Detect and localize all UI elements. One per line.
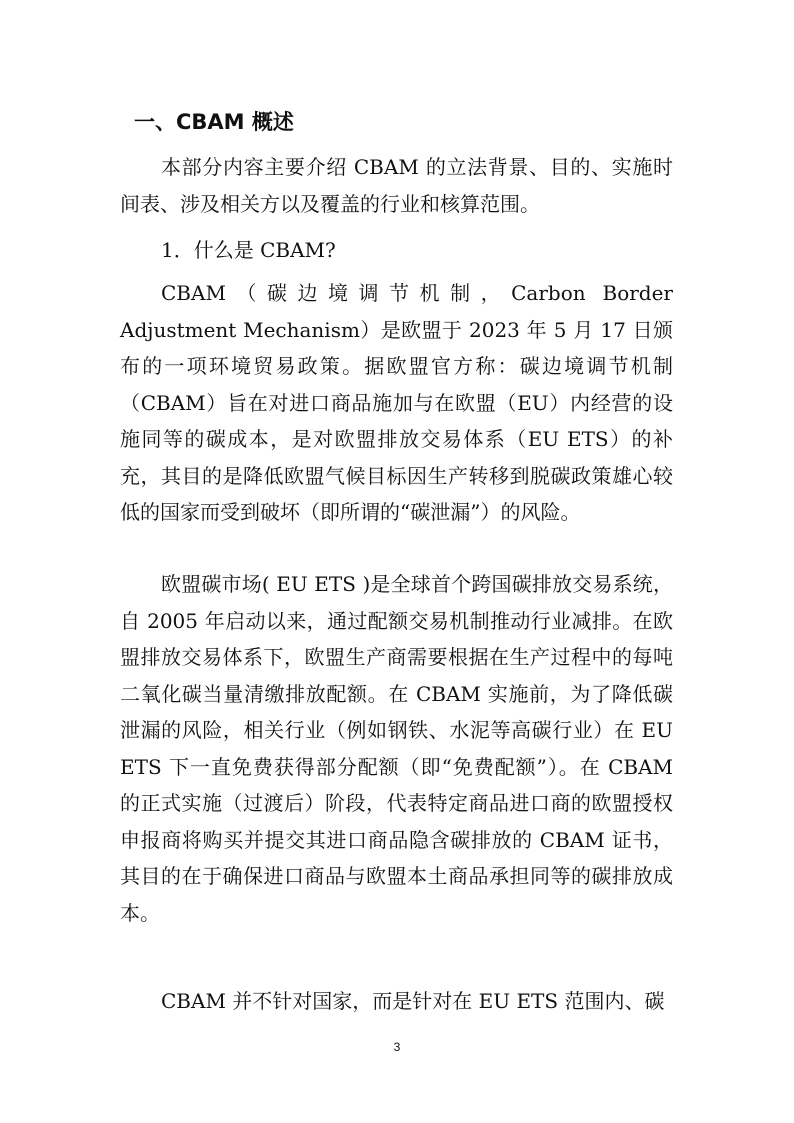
page-number: 3 bbox=[393, 1040, 401, 1054]
intro-paragraph: 本部分内容主要介绍 CBAM 的立法背景、目的、实施时间表、涉及相关方以及覆盖的行业和核算范围。 bbox=[120, 155, 673, 216]
body-paragraph-cbam-definition: CBAM（碳边境调节机制，Carbon Border Adjustment Mechanism）是欧盟于 2023 年 5 月 17 日颁布的一项环境贸易政策。据欧盟官方称：碳边境调节机制（CBAM）旨在对进口商品施加与在欧盟（EU）内经营的设施同等的碳成本，是对欧盟排放交易体系（EU ETS）的补充，其目的是降低欧盟气候目标因生产转移到脱碳政策雄心较低的国家而受到破坏（即所谓的“碳泄漏”）的风险。 bbox=[120, 281, 673, 524]
subsection-heading: 1．什么是 CBAM? bbox=[161, 238, 336, 262]
body-paragraph-eu-ets: 欧盟碳市场( EU ETS )是全球首个跨国碳排放交易系统，自 2005 年启动以来，通过配额交易机制推动行业减排。在欧盟排放交易体系下，欧盟生产商需要根据在生产过程中的每吨二氧化碳当量清缴排放配额。在 CBAM 实施前，为了降低碳泄漏的风险，相关行业（例如钢铁、水泥等高碳行业）在 EU ETS 下一直免费获得部分配额（即“免费配额”）。在 CBAM 的正式实施（过渡后）阶段，代表特定商品进口商的欧盟授权申报商将购买并提交其进口商品隐含碳排放的 CBAM 证书，其目的在于确保进口商品与欧盟本土商品承担同等的碳排放成本。 bbox=[120, 572, 673, 925]
body-paragraph-scope: CBAM 并不针对国家，而是针对在 EU ETS 范围内、碳 bbox=[161, 989, 665, 1013]
section-heading: 一、CBAM 概述 bbox=[134, 110, 294, 134]
